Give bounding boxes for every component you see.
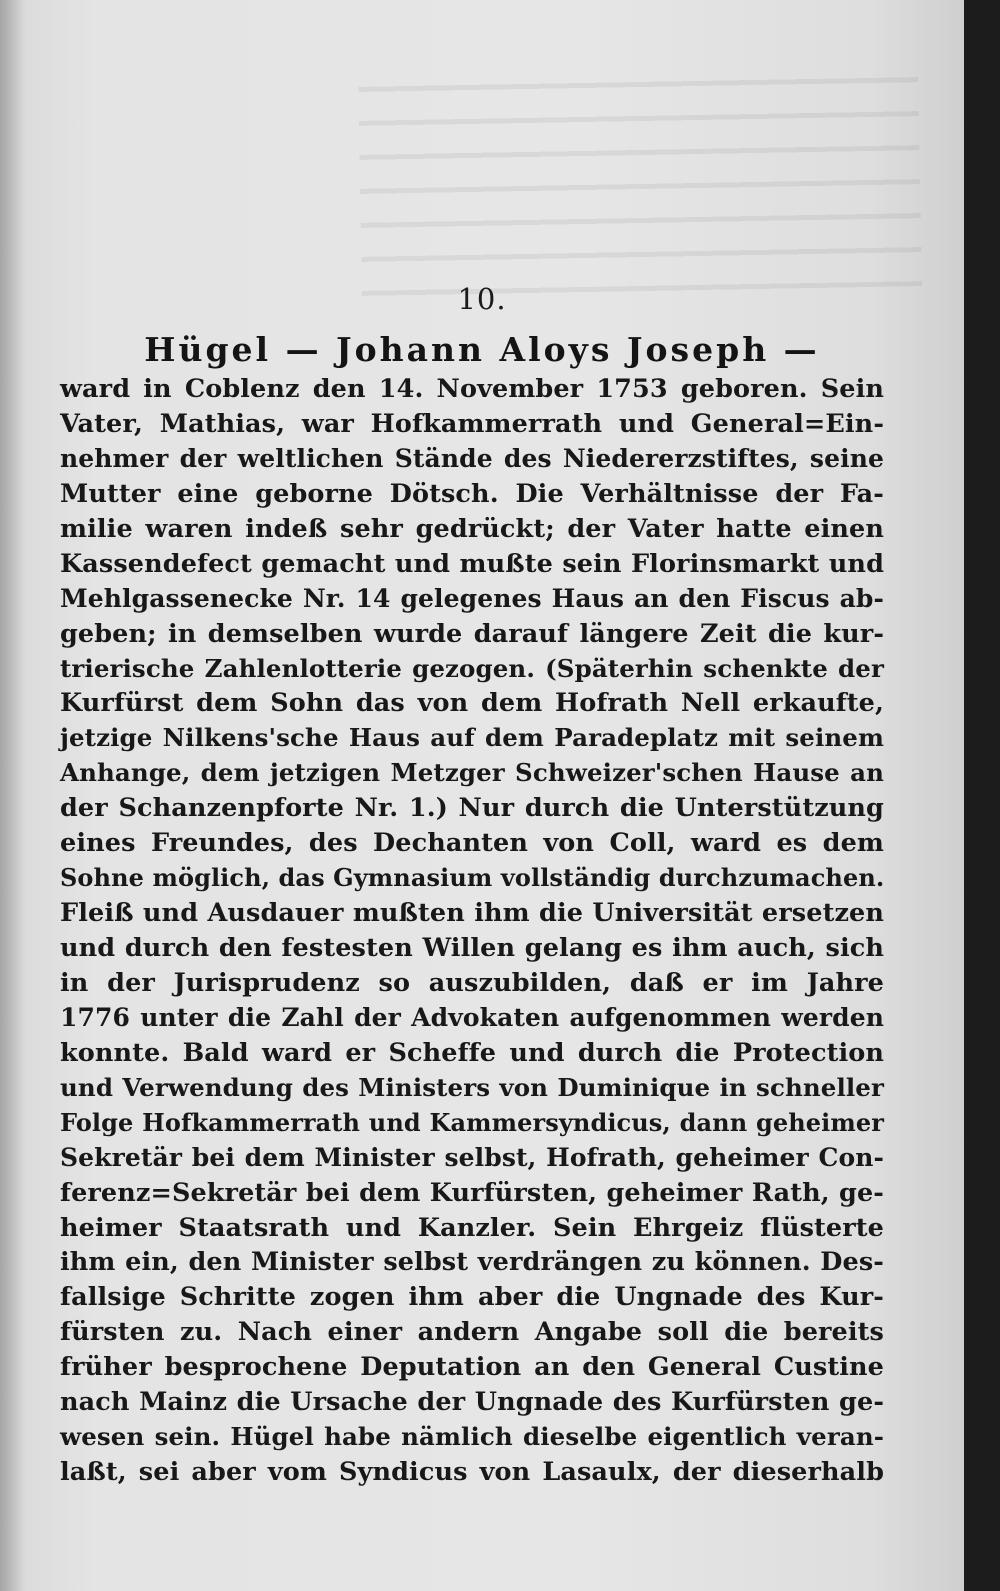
text-line: Mutter eine geborne Dötsch. Die Verhältnisse der Fa- <box>60 478 884 509</box>
text-line: 1776 unter die Zahl der Advokaten aufgenommen werden <box>60 1002 884 1032</box>
text-line: konnte. Bald ward er Scheffe und durch die Protection <box>60 1037 884 1068</box>
text-line: trierische Zahlenlotterie gezogen. (Späterhin schenkte der <box>60 653 884 683</box>
text-line: milie waren indeß sehr gedrückt; der Vater hatte einen <box>60 513 884 544</box>
body-text <box>60 372 884 1490</box>
text-line: der Schanzenpforte Nr. 1.) Nur durch die Unterstützung <box>60 793 884 824</box>
text-line: Kassendefect gemacht und mußte sein Florinsmarkt und <box>60 548 884 579</box>
text-line: Anhange, dem jetzigen Metzger Schweizer'schen Hause an <box>60 758 884 788</box>
text-line: Folge Hofkammerrath und Kammersyndicus, dann geheimer <box>60 1107 884 1137</box>
text-line: Mehlgassenecke Nr. 14 gelegenes Haus an den Fiscus ab- <box>60 583 884 613</box>
text-line: Fleiß und Ausdauer mußten ihm die Universität ersetzen <box>60 898 884 929</box>
text-line: ihm ein, den Minister selbst verdrängen zu können. Des- <box>60 1247 884 1278</box>
text-line: in der Jurisprudenz so auszubilden, daß er im Jahre <box>60 967 884 998</box>
text-line: wesen sein. Hügel habe nämlich dieselbe eigentlich veran- <box>60 1422 884 1452</box>
page-fold-shadow <box>0 0 24 1591</box>
entry-heading: Hügel — Johann Aloys Joseph — <box>144 330 820 369</box>
text-line: nehmer der weltlichen Stände des Niedererzstiftes, seine <box>60 443 884 473</box>
text-line: fürsten zu. Nach einer andern Angabe soll die bereits <box>60 1317 884 1348</box>
text-line: fallsige Schritte zogen ihm aber die Ungnade des Kur- <box>60 1282 884 1313</box>
text-line: heimer Staatsrath und Kanzler. Sein Ehrgeiz flüsterte <box>60 1212 884 1243</box>
text-line: und durch den festesten Willen gelang es ihm auch, sich <box>60 933 884 963</box>
text-line: früher besprochene Deputation an den General Custine <box>60 1352 884 1383</box>
text-line: nach Mainz die Ursache der Ungnade des Kurfürsten ge- <box>60 1387 884 1418</box>
text-line: ward in Coblenz den 14. November 1753 geboren. Sein <box>60 374 884 404</box>
text-line: geben; in demselben wurde darauf längere Zeit die kur- <box>60 618 884 649</box>
text-line: Kurfürst dem Sohn das von dem Hofrath Nell erkaufte, <box>60 688 884 719</box>
text-line: eines Freundes, des Dechanten von Coll, ward es dem <box>60 828 884 859</box>
text-line: laßt, sei aber vom Syndicus von Lasaulx, der dieserhalb <box>60 1457 884 1488</box>
text-line: Sekretär bei dem Minister selbst, Hofrath, geheimer Con- <box>60 1142 884 1172</box>
text-line: und Verwendung des Ministers von Duminique in schneller <box>60 1072 884 1102</box>
text-line: jetzige Nilkens'sche Haus auf dem Paradeplatz mit seinem <box>60 723 884 753</box>
text-line: ferenz=Sekretär bei dem Kurfürsten, geheimer Rath, ge- <box>60 1177 884 1208</box>
show-through-text <box>358 55 922 305</box>
page-number: 10. <box>457 282 507 316</box>
text-line: Vater, Mathias, war Hofkammerrath und General=Ein- <box>60 408 884 439</box>
text-line: Sohne möglich, das Gymnasium vollständig durchzumachen. <box>60 863 885 893</box>
